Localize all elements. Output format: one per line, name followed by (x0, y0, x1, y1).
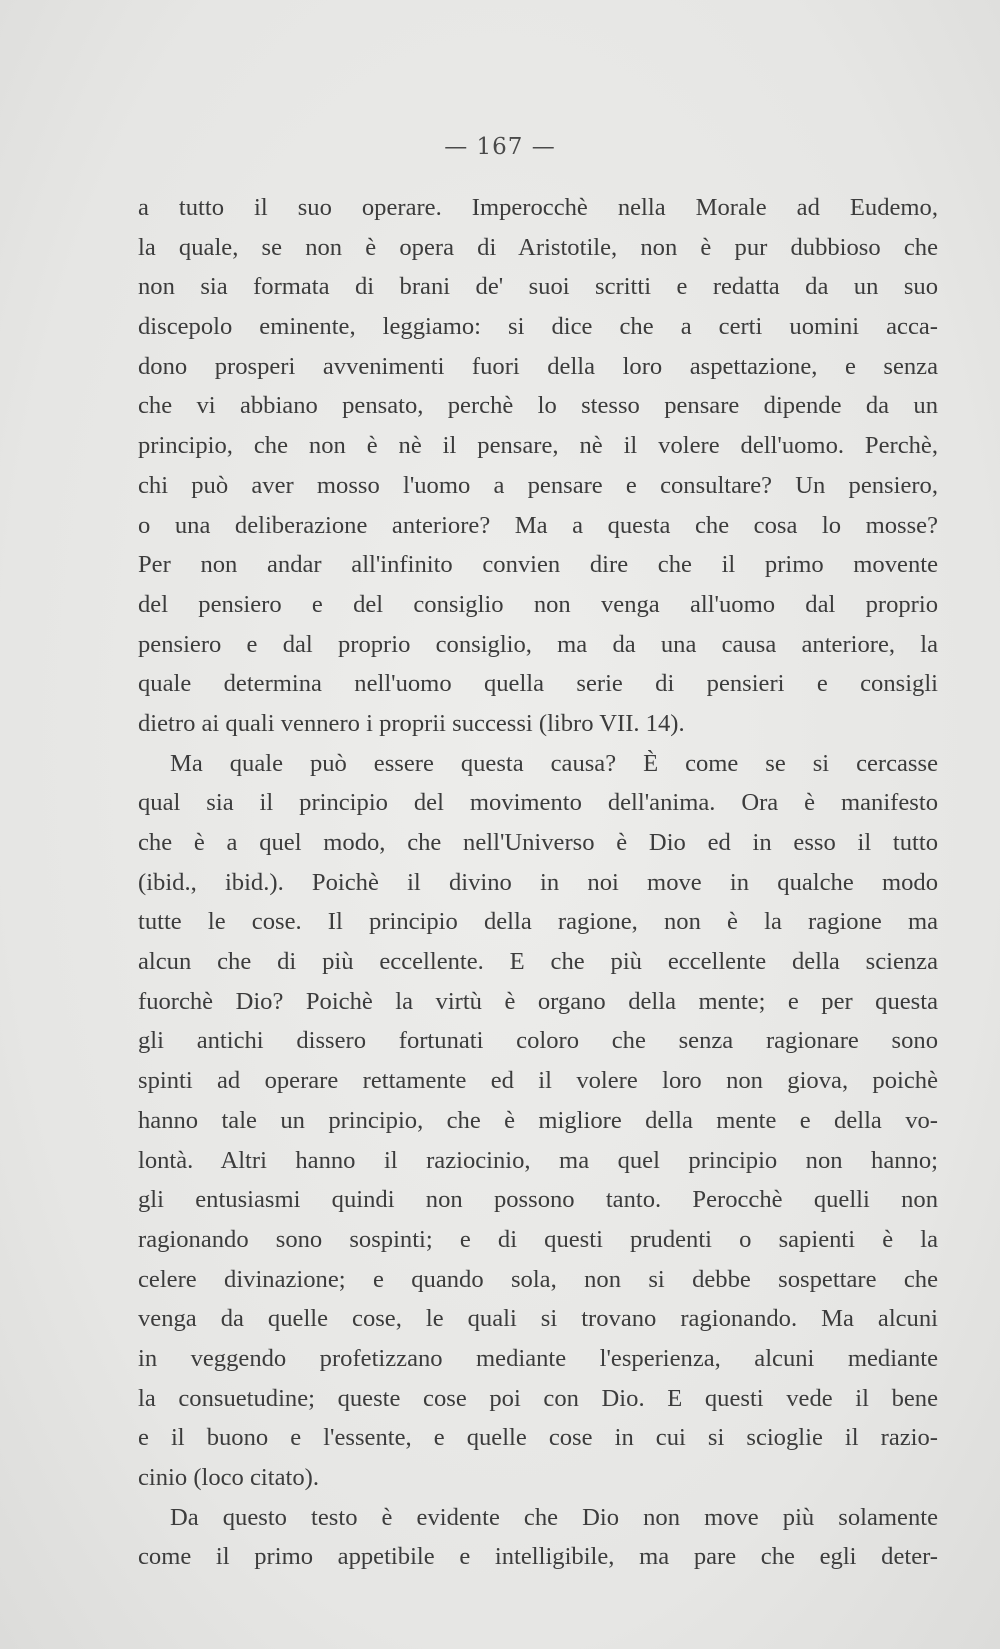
text-line: hanno tale un principio, che è migliore della mente e della vo- (138, 1106, 938, 1134)
text-line: qual sia il principio del movimento dell'anima. Ora è manifesto (138, 789, 938, 817)
paragraph-1 (138, 188, 938, 744)
text-line: la consuetudine; queste cose poi con Dio. E questi vede il bene (138, 1384, 938, 1412)
text-line: ragionando sono sospinti; e di questi prudenti o sapienti è la (138, 1225, 938, 1253)
text-line: come il primo appetibile e intelligibile, ma pare che egli deter- (138, 1543, 938, 1571)
text-line: pensiero e dal proprio consiglio, ma da una causa anteriore, la (138, 630, 938, 658)
text-line: e il buono e l'essente, e quelle cose in cui si scioglie il razio- (138, 1424, 938, 1452)
text-line: Da questo testo è evidente che Dio non move più solamente (170, 1503, 938, 1531)
text-line: spinti ad operare rettamente ed il volere loro non giova, poichè (138, 1067, 938, 1095)
text-line: che è a quel modo, che nell'Universo è Dio ed in esso il tutto (138, 829, 938, 856)
text-line: alcun che di più eccellente. E che più eccellente della scienza (138, 948, 938, 976)
paragraph-3 (138, 1498, 938, 1577)
body-text (138, 188, 938, 1577)
text-line: Per non andar all'infinito convien dire che il primo movente (138, 551, 938, 579)
text-line: tutte le cose. Il principio della ragione, non è la ragione ma (138, 908, 938, 936)
paragraph-2 (138, 744, 938, 1498)
text-line: lontà. Altri hanno il raziocinio, ma quel principio non hanno; (138, 1146, 938, 1174)
text-line: del pensiero e del consiglio non venga all'uomo dal proprio (138, 590, 938, 618)
text-line: gli entusiasmi quindi non possono tanto. Perocchè quelli non (138, 1186, 938, 1214)
text-line: quale determina nell'uomo quella serie di pensieri e consigli (138, 670, 938, 698)
text-line: dono prosperi avvenimenti fuori della loro aspettazione, e senza (138, 352, 938, 380)
text-line: venga da quelle cose, le quali si trovano ragionando. Ma alcuni (138, 1305, 938, 1333)
text-line: cinio (loco citato). (138, 1464, 319, 1491)
text-line: non sia formata di brani de' suoi scritti e redatta da un suo (138, 273, 938, 301)
text-line: gli antichi dissero fortunati coloro che senza ragionare sono (138, 1027, 938, 1055)
page-number: — 167 — (444, 134, 556, 160)
text-line: la quale, se non è opera di Aristotile, non è pur dubbioso che (138, 233, 938, 261)
text-line: che vi abbiano pensato, perchè lo stesso pensare dipende da un (138, 392, 938, 420)
text-line: celere divinazione; e quando sola, non si debbe sospettare che (138, 1265, 938, 1293)
text-line: principio, che non è nè il pensare, nè il volere dell'uomo. Perchè, (138, 432, 938, 460)
text-line: Ma quale può essere questa causa? È come se si cercasse (170, 749, 938, 777)
text-line: in veggendo profetizzano mediante l'esperienza, alcuni mediante (138, 1344, 938, 1372)
text-line: chi può aver mosso l'uomo a pensare e consultare? Un pensiero, (138, 471, 938, 499)
text-line: o una deliberazione anteriore? Ma a questa che cosa lo mosse? (138, 511, 938, 539)
text-line: discepolo eminente, leggiamo: si dice che a certi uomini acca- (138, 313, 938, 341)
text-line: (ibid., ibid.). Poichè il divino in noi move in qualche modo (138, 868, 938, 896)
text-line: dietro ai quali vennero i proprii successi (libro VII. 14). (138, 709, 685, 737)
text-line: a tutto il suo operare. Imperocchè nella Morale ad Eudemo, (138, 194, 938, 221)
text-line: fuorchè Dio? Poichè la virtù è organo della mente; e per questa (138, 987, 938, 1015)
